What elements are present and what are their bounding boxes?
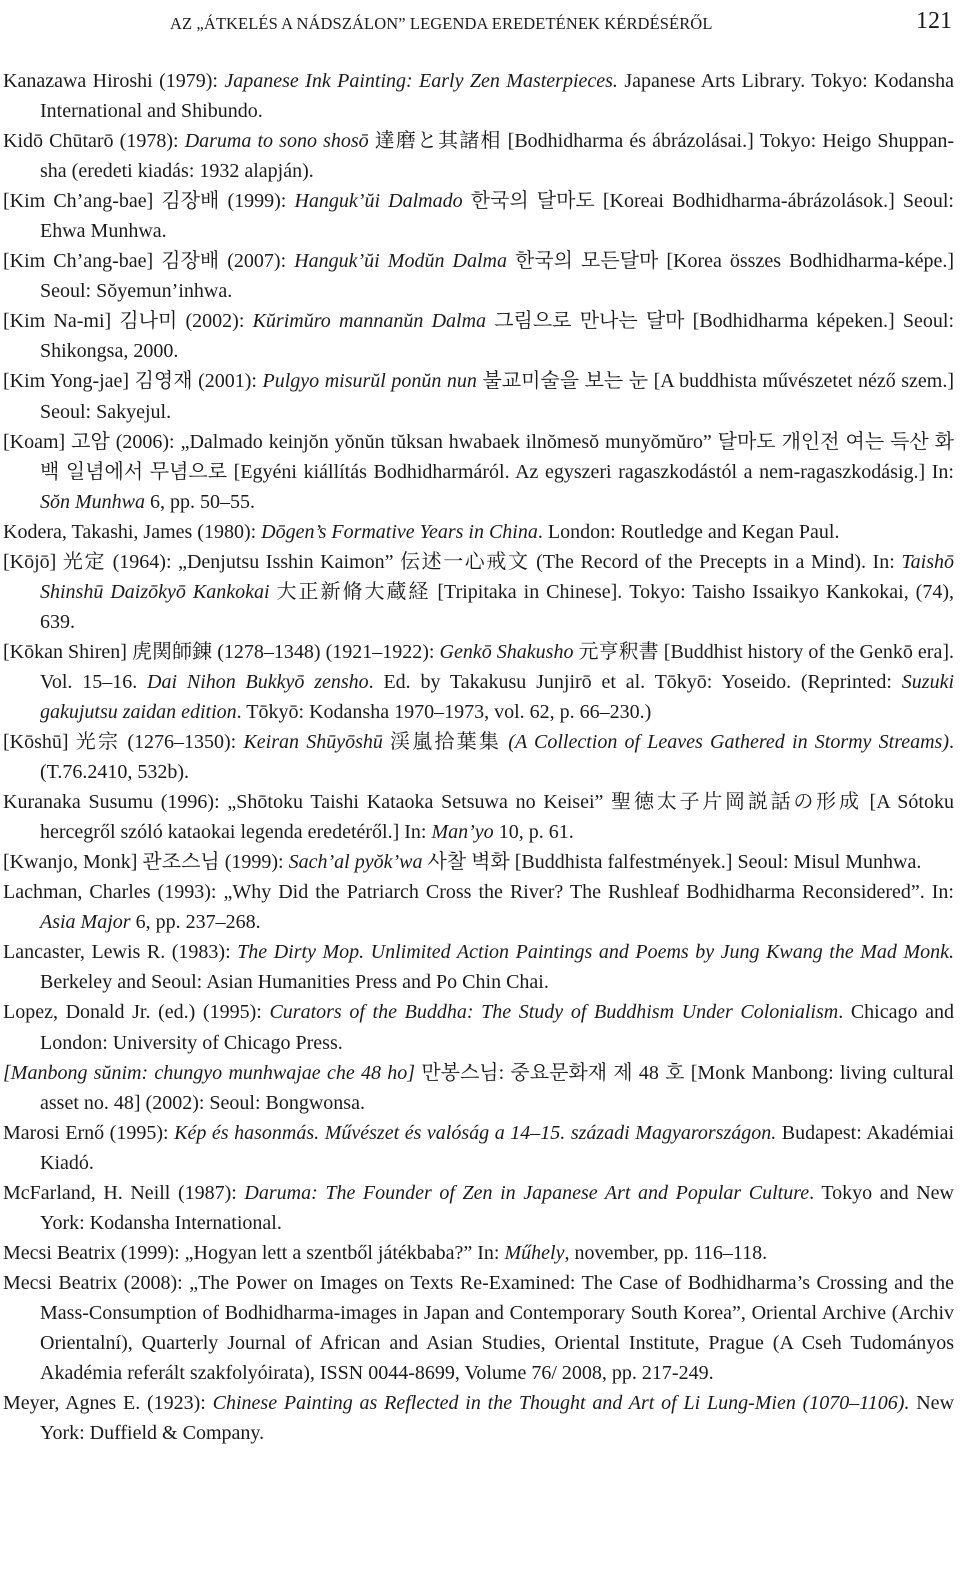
entry-text: Marosi Ernő (1995):	[3, 1121, 175, 1144]
entry-text: McFarland, H. Neill (1987):	[3, 1181, 245, 1204]
entry-text: Japanese Arts Library. Tokyo: Kodansha International and Shibundo.	[40, 70, 954, 123]
entry-title-italic: Keiran Shūyōshū	[243, 731, 383, 754]
entry-title-italic: Asia Major	[40, 911, 131, 934]
entry-text: . Chicago and London: University of Chicago Press.	[40, 1001, 955, 1054]
bibliography-entry	[3, 66, 954, 126]
bibliography-list	[3, 66, 954, 1448]
entry-text: [Kōkan Shiren] 虎関師錬 (1278–1348) (1921–1922):	[3, 640, 440, 663]
entry-title-italic: Pulgyo misurŭl ponŭn nun	[262, 370, 477, 393]
entry-text: Budapest: Akadémiai Kiadó.	[40, 1121, 954, 1174]
entry-text: [Kim Ch’ang-bae] 김장배 (1999):	[3, 190, 295, 213]
entry-title-italic: Japanese Ink Painting: Early Zen Masterpieces.	[224, 70, 618, 92]
entry-text: 10, p. 61.	[493, 821, 574, 844]
entry-text: [Kim Ch’ang-bae] 김장배 (2007):	[3, 250, 295, 273]
entry-text: 達磨と其諸相 [Bodhidharma és ábrázolásai.] Tokyo: Heigo Shuppan-sha (eredeti kiadás: 1932 alapján).	[40, 130, 955, 183]
bibliography-entry	[3, 306, 954, 366]
page-number: 121	[916, 8, 952, 34]
running-title: AZ „ÁTKELÉS A NÁDSZÁLON” LEGENDA EREDETÉNEK KÉRDÉSÉRŐL	[170, 14, 713, 33]
entry-text: 한국의 달마도 [Koreai Bodhidharma-ábrázolások.] Seoul: Ehwa Munhwa.	[40, 190, 954, 243]
entry-title-italic: Genkō Shakusho	[439, 640, 574, 663]
entry-text: Kidō Chūtarō (1978):	[3, 130, 185, 153]
entry-text: 불교미술을 보는 눈 [A buddhista művészetet néző szem.] Seoul: Sakyejul.	[40, 370, 954, 423]
entry-text: [Kōshū] 光宗 (1276–1350):	[3, 731, 244, 754]
bibliography-entry	[3, 787, 954, 847]
entry-text: [Kim Yong-jae] 김영재 (2001):	[3, 370, 263, 393]
entry-text: 만봉스님: 중요문화재 제 48 호 [Monk Manbong: living cultural asset no. 48] (2002): Seoul: Bongwonsa.	[40, 1061, 954, 1114]
entry-title-italic: [Manbong sŭnim: chungyo munhwajae che 48 ho]	[3, 1061, 416, 1084]
bibliography-entry	[3, 186, 954, 246]
bibliography-entry	[3, 877, 954, 937]
entry-text: [Koam] 고암 (2006): „Dalmado keinjŏn yŏnŭn tŭksan hwabaek ilnŏmesŏ munyŏmŭro” 달마도 개인전 여는 득산 화백 일념에서 무념으로 [Egyéni kiállítás Bodhidharmáról. Az egyszeri ragaszkodástól a nem-ragaszkodásig.] In:	[3, 430, 954, 483]
bibliography-entry	[3, 1118, 954, 1178]
entry-text: [Kim Na-mi] 김나미 (2002):	[3, 310, 253, 333]
entry-text: 6, pp. 50–55.	[145, 490, 255, 513]
entry-title-italic: Sach’al pyŏk’wa	[288, 851, 423, 874]
entry-text: 渓嵐拾葉集	[382, 731, 509, 754]
entry-text: Kanazawa Hiroshi (1979):	[3, 70, 225, 92]
entry-text: New York: Duffield & Company.	[40, 1392, 955, 1445]
entry-title-italic: Suzuki gakujutsu zaidan edition	[40, 670, 954, 723]
entry-title-italic: The Dirty Mop. Unlimited Action Paintings and Poems by Jung Kwang the Mad Monk.	[237, 941, 954, 964]
entry-title-italic: (A Collection of Leaves Gathered in Stormy Streams)	[508, 731, 949, 754]
entry-text: Lopez, Donald Jr. (ed.) (1995):	[3, 1001, 270, 1024]
entry-title-italic: Kŭrimŭro mannanŭn Dalma	[252, 310, 487, 333]
entry-text: . Tōkyō: Kodansha 1970–1973, vol. 62, p. 66–230.)	[236, 700, 652, 723]
entry-text: 大正新脩大蔵経 [Tripitaka in Chinese]. Tokyo: Taisho Issaikyo Kankokai, (74), 639.	[40, 580, 955, 633]
entry-text: 6, pp. 237–268.	[130, 911, 261, 934]
bibliography-entry	[3, 847, 954, 877]
entry-title-italic: Hanguk’ŭi Modŭn Dalma	[294, 250, 507, 273]
bibliography-entry	[3, 246, 954, 306]
entry-text: . Ed. by Takakusu Junjirō et al. Tōkyō: Yoseido. (Reprinted:	[368, 670, 902, 693]
entry-text: . (T.76.2410, 532b).	[40, 731, 954, 784]
bibliography-entry	[3, 427, 954, 517]
entry-title-italic: Dai Nihon Bukkyō zensho	[147, 670, 369, 693]
entry-title-italic: Műhely	[504, 1241, 565, 1264]
entry-text: , november, pp. 116–118.	[564, 1241, 768, 1264]
bibliography-entry	[3, 637, 954, 727]
entry-text: Mecsi Beatrix (2008): „The Power on Images on Texts Re-Examined: The Case of Bodhidharma’s Crossing and the Mass-Consumption of Bodhidharma-images in Japan and Contemporary South Korea”, Oriental Archive (Archiv Orientalní), Quarterly Journal of African and Asian Studies, Oriental Institute, Prague (A Cseh Tudományos Akadémia referált szakfolyóirata), ISSN 0044-8699, Volume 76/ 2008, pp. 217-249.	[3, 1271, 954, 1385]
entry-title-italic: Dōgen’s Formative Years in China	[261, 520, 538, 543]
entry-title-italic: Sŏn Munhwa	[40, 490, 145, 513]
entry-text: . Tokyo and New York: Kodansha International.	[40, 1181, 954, 1234]
entry-title-italic: Daruma to sono shosō	[184, 130, 369, 153]
entry-title-italic: Man’yo	[431, 821, 494, 844]
entry-title-italic: Curators of the Buddha: The Study of Buddhism Under Colonialism	[269, 1001, 839, 1024]
bibliography-entry	[3, 1238, 954, 1268]
entry-text: . London: Routledge and Kegan Paul.	[537, 520, 840, 543]
entry-text: Meyer, Agnes E. (1923):	[3, 1392, 213, 1415]
bibliography-entry	[3, 937, 954, 997]
bibliography-entry	[3, 517, 954, 547]
entry-text: Lachman, Charles (1993): „Why Did the Patriarch Cross the River? The Rushleaf Bodhidharma Reconsidered”. In:	[3, 881, 954, 904]
bibliography-entry	[3, 547, 954, 637]
bibliography-entry	[3, 1388, 954, 1448]
bibliography-entry	[3, 1268, 954, 1388]
entry-text: 한국의 모든달마 [Korea összes Bodhidharma-képe.] Seoul: Sŏyemun’inhwa.	[40, 250, 954, 303]
entry-text: 사찰 벽화 [Buddhista falfestmények.] Seoul: Misul Munhwa.	[422, 851, 922, 874]
entry-title-italic: Hanguk’ŭi Dalmado	[294, 190, 463, 213]
entry-title-italic: Daruma: The Founder of Zen in Japanese Art and Popular Culture	[244, 1181, 810, 1204]
entry-text: Kuranaka Susumu (1996): „Shōtoku Taishi Kataoka Setsuwa no Keisei” 聖徳太子片岡説話の形成 [A Sótoku hercegről szóló kataokai legenda eredetéről.] In:	[3, 791, 954, 844]
entry-title-italic: Chinese Painting as Reflected in the Thought and Art of Li Lung-Mien (1070–1106).	[212, 1392, 910, 1415]
entry-text: Lancaster, Lewis R. (1983):	[3, 941, 238, 964]
bibliography-entry	[3, 997, 954, 1057]
bibliography-entry	[3, 126, 954, 186]
bibliography-entry	[3, 727, 954, 787]
entry-title-italic: Kép és hasonmás. Művészet és valóság a 14–15. századi Magyarországon.	[174, 1121, 777, 1144]
entry-text: Mecsi Beatrix (1999): „Hogyan lett a szentből játékbaba?” In:	[3, 1241, 505, 1264]
bibliography-entry	[3, 1178, 954, 1238]
entry-text: 元亨釈書 [Buddhist history of the Genkō era]. Vol. 15–16.	[40, 640, 954, 693]
bibliography-entry	[3, 366, 954, 426]
entry-text: [Kōjō] 光定 (1964): „Denjutsu Isshin Kaimon” 伝述一心戒文 (The Record of the Precepts in a Mind). In:	[3, 550, 902, 573]
entry-text: 그림으로 만나는 달마 [Bodhidharma képeken.] Seoul: Shikongsa, 2000.	[40, 310, 954, 363]
entry-text: [Kwanjo, Monk] 관조스님 (1999):	[3, 851, 289, 874]
bibliography-entry	[3, 1058, 954, 1118]
running-header	[170, 8, 954, 38]
entry-text: Berkeley and Seoul: Asian Humanities Press and Po Chin Chai.	[40, 971, 549, 994]
entry-text: Kodera, Takashi, James (1980):	[3, 520, 262, 543]
entry-title-italic: Taishō Shinshū Daizōkyō Kankokai	[40, 550, 954, 603]
